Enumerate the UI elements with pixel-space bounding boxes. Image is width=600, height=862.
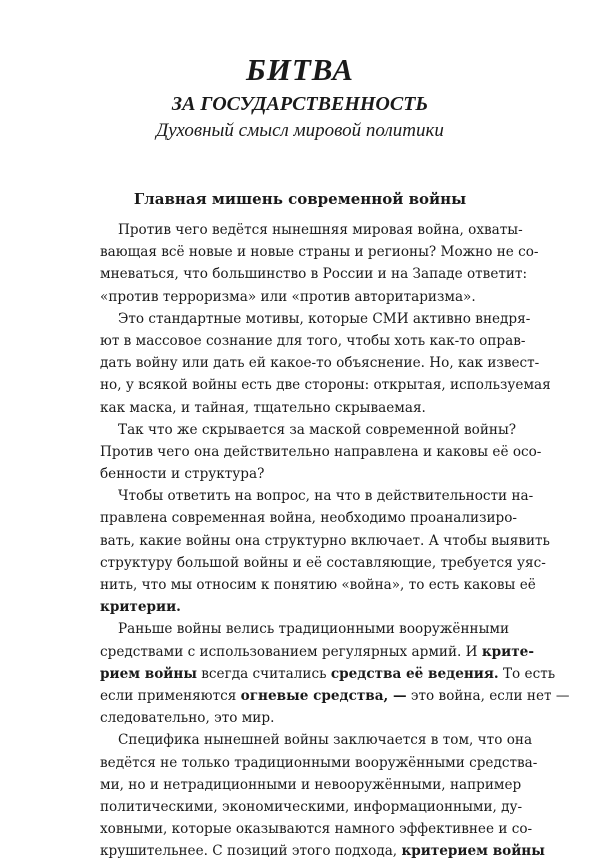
emphasis-text: крите- [481, 643, 534, 660]
body-text-segment: Против чего она действительно направлена и каковы её осо- [100, 443, 542, 460]
body-line [100, 552, 546, 574]
body-line [100, 308, 531, 330]
body-line [100, 574, 536, 596]
section-heading: Главная мишень современной войны [133, 190, 467, 208]
body-line [100, 707, 498, 729]
emphasis-text: критерии. [100, 599, 181, 616]
body-text-segment: ведётся не только традиционными вооружёнными средства- [100, 754, 538, 771]
body-text-segment: средствами с использованием регулярных армий. И [100, 643, 482, 660]
body-text-segment: вающая всё новые и новые страны и регионы? Можно не со- [100, 244, 539, 261]
body-text-segment: политическими, экономическими, информационными, ду- [100, 798, 523, 815]
body-text-segment: ми, но и нетрадиционными и невооружёнными, например [100, 776, 522, 793]
emphasis-text: огневые средства, — [240, 687, 407, 704]
body-text-segment: следовательно, это мир. [100, 710, 275, 727]
emphasis-text: критерием войны [401, 843, 545, 860]
book-title: БИТВА [246, 52, 354, 87]
body-line [100, 596, 498, 618]
body-line [100, 441, 542, 463]
body-text-segment: дать войну или дать ей какое-то объяснение. Но, как извест- [100, 355, 540, 372]
body-text-segment: Это стандартные мотивы, которые СМИ активно внедря- [118, 310, 531, 327]
body-text-segment: То есть [498, 665, 556, 682]
body-text-segment: это война, если нет — [406, 687, 570, 704]
body-text-segment: если применяются [100, 687, 241, 704]
body-line [100, 463, 498, 485]
body-line [100, 352, 540, 374]
body-line [100, 419, 517, 441]
body-line [100, 752, 538, 774]
body-line [100, 330, 526, 352]
body-text-segment: Чтобы ответить на вопрос, на что в действительности на- [118, 488, 534, 505]
body-text-segment: структуру большой войны и её составляющие, требуется уяс- [100, 554, 546, 571]
emphasis-text: рием войны [100, 665, 197, 682]
book-tagline: Духовный смысл мировой политики [156, 120, 444, 141]
body-line [100, 774, 522, 796]
body-line [100, 796, 523, 818]
body-line [100, 618, 510, 640]
body-line [100, 840, 545, 862]
body-text-segment: мневаться, что большинство в России и на Западе ответит: [100, 266, 528, 283]
body-line [100, 263, 528, 285]
body-text-segment: Раньше войны велись традиционными вооружёнными [118, 621, 510, 638]
body-text-segment: ховными, которые оказываются намного эффективнее и со- [100, 821, 533, 838]
body-line [100, 530, 550, 552]
body-text-segment: нить, что мы относим к понятию «война», то есть каковы её [100, 577, 536, 593]
body-text-segment: ют в массовое сознание для того, чтобы хоть как-то оправ- [100, 332, 526, 349]
body-text [100, 219, 570, 862]
body-text-segment: Специфика нынешней войны заключается в том, что она [118, 732, 533, 749]
body-text-segment: как маска, и тайная, тщательно скрываемая. [100, 399, 426, 416]
emphasis-text: средства её ведения. [330, 665, 499, 682]
body-text-segment: бенности и структура? [100, 466, 265, 483]
body-line [100, 685, 570, 707]
body-line [100, 241, 539, 263]
body-line [100, 219, 523, 241]
body-line [100, 663, 556, 685]
body-line [100, 374, 551, 396]
body-line [100, 641, 534, 663]
body-text-segment: Против чего ведётся нынешняя мировая война, охваты- [118, 222, 523, 238]
body-text-segment: вать, какие войны она структурно включает. А чтобы выявить [100, 532, 550, 549]
body-line [100, 729, 533, 751]
body-line [100, 485, 534, 507]
body-text-segment: «против терроризма» или «против авторитаризма». [100, 288, 476, 305]
body-text-segment: Так что же скрывается за маской современной войны? [118, 421, 517, 438]
body-text-segment: правлена современная война, необходимо проанализиро- [100, 510, 518, 527]
body-text-segment: всегда считались [196, 665, 331, 682]
body-line [100, 286, 498, 308]
body-line [100, 507, 518, 529]
book-subtitle: ЗА ГОСУДАРСТВЕННОСТЬ [171, 93, 429, 115]
body-line [100, 397, 498, 419]
body-text-segment: крушительнее. С позиций этого подхода, [100, 843, 402, 860]
body-text-segment: но, у всякой войны есть две стороны: открытая, используемая [100, 377, 551, 394]
body-line [100, 818, 533, 840]
